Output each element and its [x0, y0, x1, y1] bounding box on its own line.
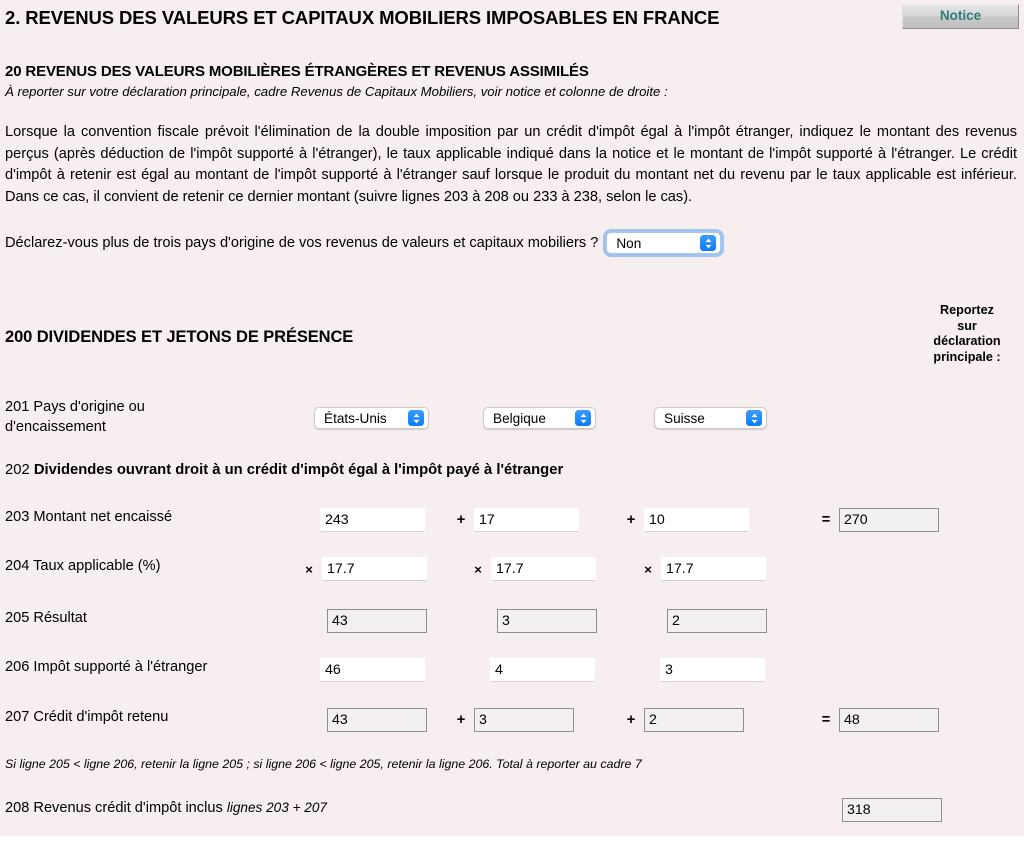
- row-208-total: [842, 798, 942, 822]
- row-206-input-3[interactable]: [660, 658, 765, 682]
- reportez-line-3: déclaration: [933, 334, 1001, 348]
- row-203-cell-1: [320, 508, 425, 532]
- row-207-operator-1: +: [456, 712, 466, 728]
- row-205-cell-2: [497, 609, 597, 633]
- row-205-cell-1: [327, 609, 427, 633]
- row-203-input-1[interactable]: [320, 508, 425, 532]
- country-select-3-value: Suisse: [664, 410, 705, 426]
- reportez-line-2: sur: [957, 318, 977, 333]
- row-201-country-3-cell: [654, 406, 767, 430]
- country-select-1[interactable]: [314, 407, 429, 429]
- section-200-heading: 200 DIVIDENDES ET JETONS DE PRÉSENCE: [5, 328, 354, 346]
- row-202-heading: [5, 462, 563, 478]
- row-206-cell-2: [490, 658, 595, 682]
- row-206-cell-3: [660, 658, 765, 682]
- country-select-1-value: États-Unis: [324, 410, 387, 426]
- row-207-value-1: [327, 708, 427, 732]
- country-count-select-value: Non: [616, 235, 642, 251]
- row-204-operator-1: ×: [305, 561, 313, 577]
- notice-button[interactable]: Notice: [902, 4, 1019, 29]
- row-204-input-3[interactable]: [661, 557, 766, 581]
- country-count-select[interactable]: [606, 232, 721, 254]
- row-201-country-1-cell: [314, 406, 429, 430]
- row-207-equals-sign: =: [821, 712, 831, 728]
- row-208-label-main: 208 Revenus crédit d'impôt inclus: [5, 800, 223, 816]
- row-201: [5, 398, 1019, 440]
- row-203-cell-2: [455, 508, 579, 532]
- row-202-label: Dividendes ouvrant droit à un crédit d'impôt égal à l'impôt payé à l'étranger: [33, 462, 564, 478]
- country-select-2[interactable]: [483, 407, 596, 429]
- row-208-total-cell: [842, 798, 942, 822]
- chevron-updown-icon: [746, 410, 762, 426]
- row-207: [5, 708, 1019, 738]
- row-206-input-2[interactable]: [490, 658, 595, 682]
- row-204-cell-2: [472, 557, 596, 581]
- row-206-input-1[interactable]: [320, 658, 425, 682]
- page-title: 2. REVENUS DES VALEURS ET CAPITAUX MOBILIERS IMPOSABLES EN FRANCE: [5, 7, 720, 28]
- row-205-cell-3: [667, 609, 767, 633]
- row-207-value-3: [644, 708, 744, 732]
- row-208-label-italic: lignes 203 + 207: [226, 800, 327, 815]
- reportez-column-header: [915, 303, 1019, 365]
- row-201-label-line2: d'encaissement: [5, 418, 106, 435]
- reportez-line-4: principale :: [933, 349, 1001, 364]
- row-204-input-1[interactable]: [322, 557, 427, 581]
- row-203-label: 203 Montant net encaissé: [5, 509, 173, 525]
- row-205-value-3: [667, 609, 767, 633]
- page-header: [5, 0, 1019, 36]
- chevron-updown-icon: [575, 410, 591, 426]
- row-207-footnote: Si ligne 205 < ligne 206, retenir la ligne 205 ; si ligne 206 < ligne 205, retenir la ligne 206. Total à reporter au cadre 7: [5, 757, 642, 771]
- row-204: [5, 557, 1019, 587]
- row-206-label: 206 Impôt supporté à l'étranger: [5, 659, 208, 675]
- row-203-total: [839, 508, 939, 532]
- row-204-input-2[interactable]: [491, 557, 596, 581]
- row-206: [5, 658, 1019, 688]
- chevron-updown-icon: [408, 410, 424, 426]
- row-207-cell-2: [455, 708, 574, 732]
- reportez-line-1: Reportez: [940, 303, 994, 317]
- row-201-label: [5, 398, 145, 437]
- country-select-3[interactable]: [654, 407, 767, 429]
- country-count-question-label: Déclarez-vous plus de trois pays d'origine de vos revenus de valeurs et capitaux mobiliers ?: [5, 235, 599, 251]
- row-204-operator-3: ×: [644, 561, 652, 577]
- row-201-country-2-cell: [483, 406, 596, 430]
- row-207-cell-1: [327, 708, 427, 732]
- row-207-total-cell: [820, 708, 939, 732]
- row-204-cell-1: [303, 557, 427, 581]
- row-207-total: [839, 708, 939, 732]
- row-203-input-2[interactable]: [474, 508, 579, 532]
- row-207-value-2: [474, 708, 574, 732]
- subsection-heading: 20 REVENUS DES VALEURS MOBILIÈRES ÉTRANGÈRES ET REVENUS ASSIMILÉS: [5, 63, 589, 80]
- row-204-cell-3: [642, 557, 766, 581]
- row-203-total-cell: [820, 508, 939, 532]
- row-205-value-2: [497, 609, 597, 633]
- row-205-label: 205 Résultat: [5, 610, 87, 626]
- row-203-cell-3: [625, 508, 749, 532]
- row-203-equals-sign: =: [821, 512, 831, 528]
- row-201-label-line1: 201 Pays d'origine ou: [5, 399, 145, 415]
- row-204-operator-2: ×: [474, 561, 482, 577]
- row-203: [5, 508, 1019, 538]
- row-204-label: 204 Taux applicable (%): [5, 558, 161, 574]
- row-203-input-3[interactable]: [644, 508, 749, 532]
- country-select-2-value: Belgique: [493, 410, 546, 426]
- row-205: [5, 609, 1019, 639]
- row-206-cell-1: [320, 658, 425, 682]
- row-207-label: 207 Crédit d'impôt retenu: [5, 709, 169, 725]
- row-207-cell-3: [625, 708, 744, 732]
- instructions-paragraph: Lorsque la convention fiscale prévoit l'élimination de la double imposition par un crédit d'impôt égal à l'impôt étranger, indiquez le montant des revenus perçus (après déduction de l'impôt supporté à l'étranger), le taux applicable indiqué dans la notice et le montant de l'impôt supporté à l'étranger. Le crédit d'impôt à retenir est égal au montant de l'impôt supporté à l'étranger sauf lorsque le produit du montant net du revenu par le taux applicable est inférieur. Dans ce cas, il convient de retenir ce dernier montant (suivre lignes 203 à 208 ou 233 à 238, selon le cas).: [5, 124, 1017, 205]
- row-208: [5, 798, 1019, 828]
- row-207-operator-2: +: [626, 712, 636, 728]
- chevron-updown-icon: [700, 235, 716, 251]
- row-205-value-1: [327, 609, 427, 633]
- row-202-number: 202: [5, 462, 30, 478]
- row-208-label: [5, 798, 327, 818]
- row-203-operator-1: +: [456, 512, 466, 528]
- subsection-note: À reporter sur votre déclaration principale, cadre Revenus de Capitaux Mobiliers, voir notice et colonne de droite :: [5, 84, 668, 99]
- row-203-operator-2: +: [626, 512, 636, 528]
- country-count-question-row: [5, 229, 1019, 257]
